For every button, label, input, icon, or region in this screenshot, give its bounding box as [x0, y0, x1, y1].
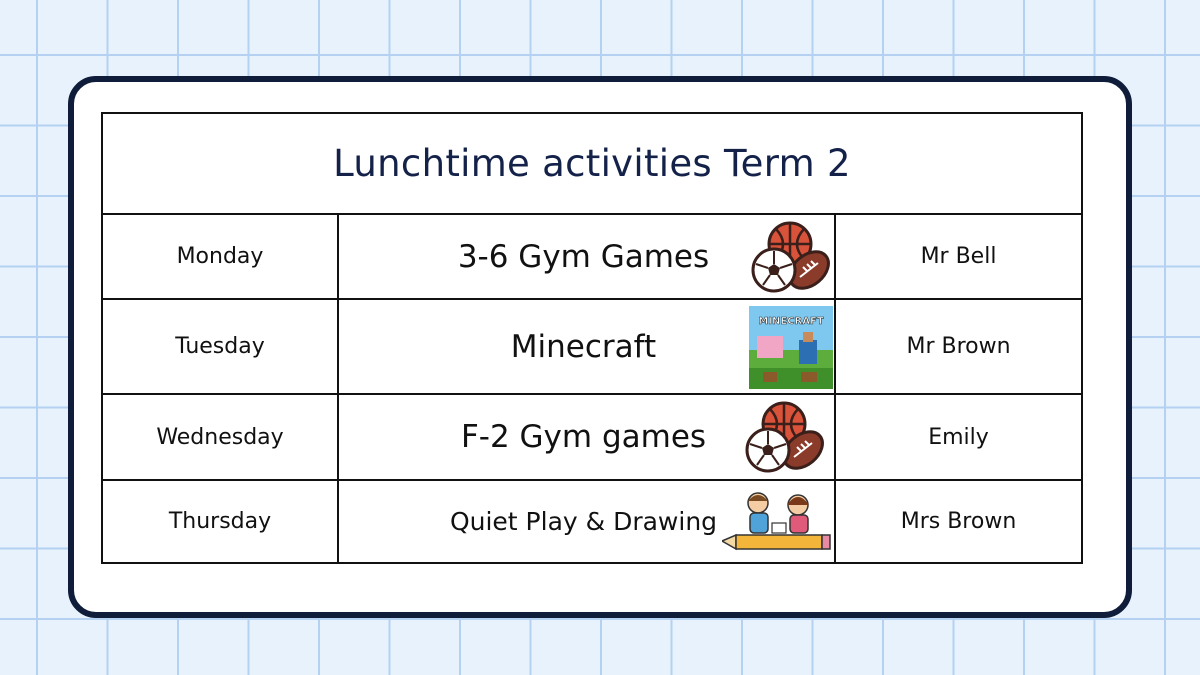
activity-name: Minecraft	[510, 328, 657, 365]
minecraft-image	[749, 306, 833, 389]
staff-thursday: Mrs Brown	[835, 480, 1082, 563]
day-tuesday: Tuesday	[102, 299, 338, 394]
sports-balls-icon	[743, 399, 829, 475]
day-thursday: Thursday	[102, 480, 338, 563]
activity-cell	[338, 394, 835, 480]
table-row	[102, 480, 1082, 563]
day-wednesday: Wednesday	[102, 394, 338, 480]
activity-name: 3-6 Gym Games	[457, 238, 710, 275]
staff-wednesday: Emily	[835, 394, 1082, 480]
table-title: Lunchtime activities Term 2	[102, 113, 1082, 214]
table-row	[102, 214, 1082, 299]
table-row	[102, 299, 1082, 394]
activity-cell	[338, 480, 835, 563]
activity-cell	[338, 214, 835, 299]
sports-balls-icon	[749, 219, 835, 295]
kids-drawing-icon	[722, 489, 834, 559]
activity-name: F-2 Gym games	[460, 419, 707, 455]
schedule-table	[101, 112, 1083, 564]
staff-monday: Mr Bell	[835, 214, 1082, 299]
activity-cell	[338, 299, 835, 394]
minecraft-logo-text: MINECRAFT	[758, 316, 824, 327]
table-row	[102, 394, 1082, 480]
day-monday: Monday	[102, 214, 338, 299]
staff-tuesday: Mr Brown	[835, 299, 1082, 394]
activity-name: Quiet Play & Drawing	[449, 507, 718, 536]
